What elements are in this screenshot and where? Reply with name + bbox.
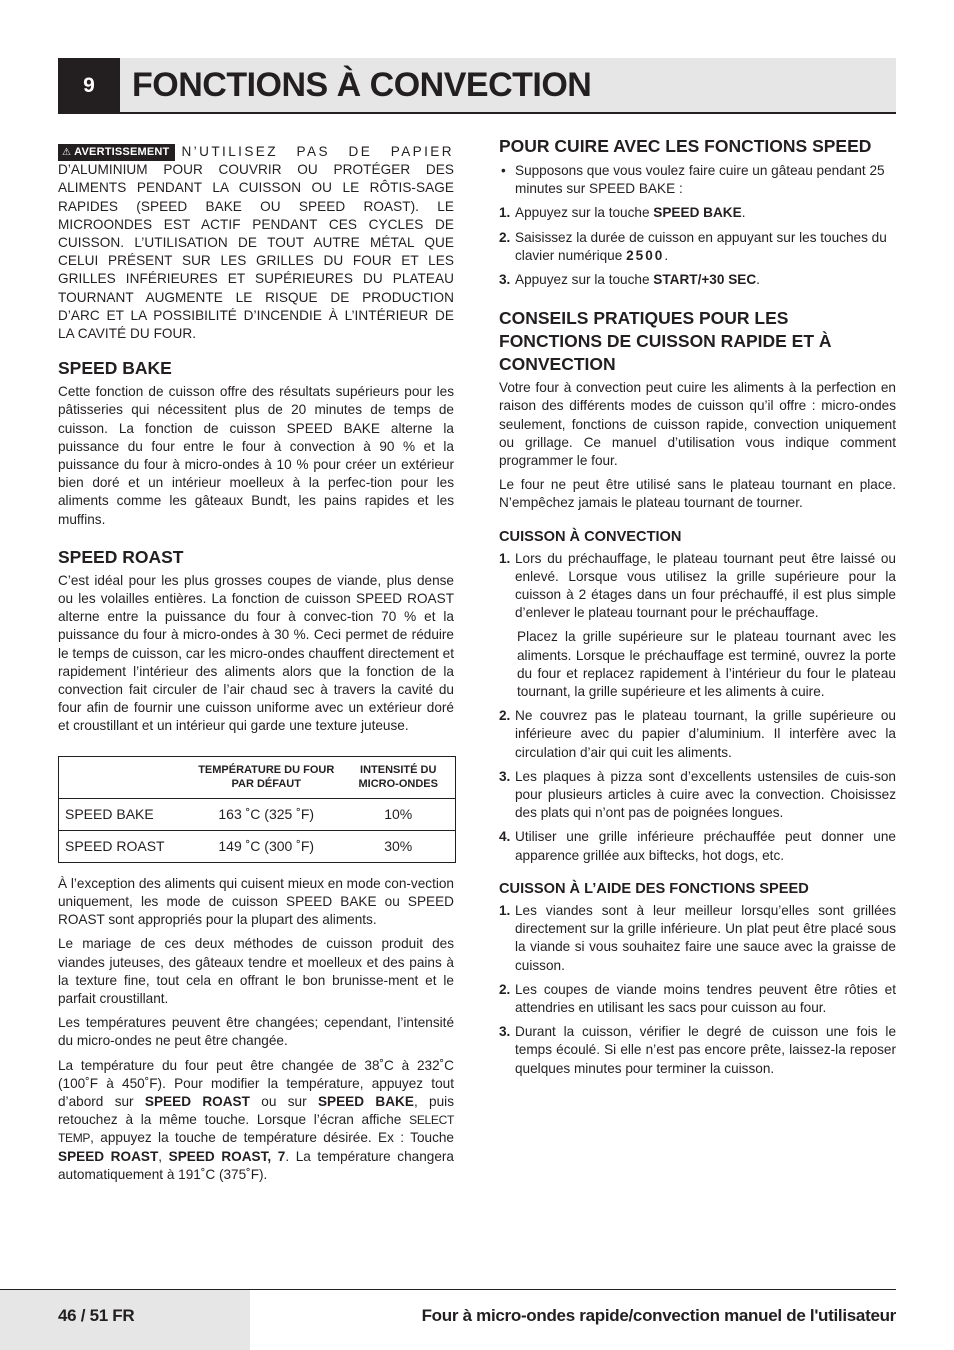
cuisson-speed-heading: CUISSON À L’AIDE DES FONCTIONS SPEED bbox=[499, 880, 809, 897]
table-cell-intensity: 10% bbox=[341, 798, 455, 830]
display-text: SELECT TEMP bbox=[58, 1113, 454, 1146]
conseils-paragraph: Votre four à convection peut cuire les aliments à la perfection en raison des différents modes de cuisson qu’il offre : micro-ondes seulement, fonctions de cuisson rapide, convection uniquement ou grillage. Ce manuel d’utilisation vous indique comment programmer le four. bbox=[499, 380, 896, 469]
footer-divider bbox=[0, 1289, 896, 1290]
speed-bake-heading: SPEED BAKE bbox=[58, 358, 172, 379]
list-item: 2. Ne couvrez pas le plateau tournant, la grille supérieure ou inférieure avec du papier d’aluminium. Il interfère avec la circulation d’air qui cuit les aliments. bbox=[499, 708, 896, 760]
table-cell-temperature: 163 ˚C (325 ˚F) bbox=[191, 798, 341, 830]
bullet-icon: • bbox=[501, 163, 506, 178]
cuisson-convection-heading: CUISSON À CONVECTION bbox=[499, 528, 682, 545]
speed-roast-text: C’est idéal pour les plus grosses coupes de viande, plus dense ou les volailles entières. La fonction de cuisson SPEED ROAST alterne entre la puissance du four à convec-tion 70 % et la puissance du four à micro-ondes à 30 %. Ceci permet de réduire le temps de cuisson, car les micro-ondes chauffent directement et rapidement l’intérieur des aliments alors que la fonction de la convection fait circuler de l’air chaud sec à travers la cavité du four afin de fournir une cuisson uniforme avec un extérieur doré et croustillant et un intérieur qui garde une texture juteuse. bbox=[58, 572, 454, 734]
list-item: 3. Appuyez sur la touche START/+30 SEC. bbox=[499, 272, 760, 288]
warning-badge bbox=[58, 144, 175, 161]
body-paragraph: Le mariage de ces deux méthodes de cuisson produit des viandes juteuses, des gâteaux tendre et moelleux et des pains à la texture fine, tout cela en offrant le bon brunisse-ment et le parfait croustillant. bbox=[58, 936, 454, 1006]
list-item: 2. Saisissez la durée de cuisson en appuyant sur les touches du clavier numérique 2500. bbox=[499, 229, 887, 263]
table-cell-intensity: 30% bbox=[341, 830, 455, 862]
header-divider bbox=[58, 112, 896, 114]
warning-triangle-icon: ⚠ bbox=[62, 147, 72, 158]
speed-settings-table bbox=[58, 756, 456, 863]
table-row bbox=[59, 798, 456, 830]
pour-cuire-heading: POUR CUIRE AVEC LES FONCTIONS SPEED bbox=[499, 136, 872, 156]
cuisson-convection-list-cont bbox=[499, 707, 896, 865]
table-header-blank bbox=[59, 756, 192, 798]
chapter-title: FONCTIONS À CONVECTION bbox=[132, 66, 592, 104]
cuisson-speed-list bbox=[499, 902, 896, 1078]
warning-text: D’ALUMINIUM POUR COUVRIR OU PROTÉGER DES ALIMENTS PENDANT LA CUISSON OU LE RÔTIS-SAGE RAPIDES (SPEED BAKE OU SPEED ROAST). LE MICROONDES EST ACTIF PENDANT CES CYCLES DE CUISSON. L’UTILISATION DE TOUT AUTRE MÉTAL QUE CELUI PRÉSENT SUR LES GRILLES DU FOUR ET LES GRILLES INFÉRIEURES ET SUPÉRIEURES DU PLATEAU TOURNANT AUGMENTE LE RISQUE DE PRODUCTION D’ARC ET LA POSSIBILITÉ D’INCENDIE À L’INTÉRIEUR DE LA CAVITÉ DU FOUR. bbox=[58, 162, 454, 342]
pour-cuire-list bbox=[499, 162, 896, 198]
list-item: 3. Les plaques à pizza sont d’excellents ustensiles de cuis-son pour plusieurs articles à cuire avec la convection. Choisissez des plats qui n’ont pas de poignées longues. bbox=[499, 768, 896, 821]
convection-sub-paragraph: Placez la grille supérieure sur le plateau tournant avec les aliments. Lorsque le préchauffage est terminé, ouvrez la porte du four et replacez rapidement à l’intérieur du four le plateau tournant, la grille supérieure et les aliments à cuire. bbox=[517, 629, 896, 700]
left-column bbox=[58, 140, 454, 1190]
pour-cuire-steps bbox=[499, 204, 896, 289]
table-header-row bbox=[59, 756, 456, 798]
list-item: 1. Les viandes sont à leur meilleur lorsqu’elles sont grillées directement sur la grille inférieure. Un plat peut être placé sous la viande si vous souhaitez faire une sauce avec la graisse de cuisson. bbox=[499, 902, 896, 973]
page-number: 46 / 51 FR bbox=[58, 1306, 135, 1325]
speed-bake-text: Cette fonction de cuisson offre des résultats supérieurs pour les pâtisseries qui nécessitent plus de 20 minutes de temps de cuisson. La fonction de cuisson SPEED BAKE alterne la puissance du four entre le four à convection à 90 % et la puissance du four à micro-ondes à 10 % pour créer un extérieur bien doré et un intérieur moelleux à la perfec-tion pour les aliments comme les gâteaux Bundt, les pains rapides et les muffins. bbox=[58, 384, 454, 527]
warning-badge-label: AVERTISSEMENT bbox=[74, 146, 170, 158]
conseils-paragraph: Le four ne peut être utilisé sans le plateau tournant en place. N’empêchez jamais le plateau tournant de tourner. bbox=[499, 477, 896, 511]
list-item: 4. Utiliser une grille inférieure préchauffée peut donner une apparence grillée aux biftecks, hot dogs, etc. bbox=[499, 829, 896, 863]
body-paragraph: Les températures peuvent être changées; cependant, l’intensité du micro-ondes ne peut être changée. bbox=[58, 1015, 454, 1049]
speed-roast-heading: SPEED ROAST bbox=[58, 546, 184, 567]
table-cell-mode: SPEED ROAST bbox=[59, 830, 192, 862]
right-column bbox=[499, 136, 896, 1084]
footer-title: Four à micro-ondes rapide/convection manuel de l'utilisateur bbox=[421, 1306, 896, 1325]
temperature-paragraph: La température du four peut être changée de 38˚C à 232˚C (100˚F à 450˚F). Pour modifier la température, appuyez tout d’abord sur SPEED ROAST ou sur SPEED BAKE, puis retouchez à la même touche. Lorsque l’écran affiche SELECT TEMP, appuyez la touche de température désirée. Ex : Touche SPEED ROAST, SPEED ROAST, 7. La température changera automatiquement à 191˚C (375˚F). bbox=[58, 1057, 454, 1182]
warning-paragraph bbox=[58, 143, 454, 343]
body-paragraph: À l’exception des aliments qui cuisent mieux en mode con-vection uniquement, les mode de cuisson SPEED BAKE ou SPEED ROAST sont appropriés pour la plupart des aliments. bbox=[58, 875, 454, 928]
cuisson-convection-list bbox=[499, 550, 896, 623]
list-item: 3. Durant la cuisson, vérifier le degré de cuisson une fois le temps écoulé. Si elle n’est pas encore prête, laissez-la reposer quelques minutes pour terminer la cuisson. bbox=[499, 1024, 896, 1076]
list-item: 1. Appuyez sur la touche SPEED BAKE. bbox=[499, 205, 746, 221]
list-item: • Supposons que vous voulez faire cuire un gâteau pendant 25 minutes sur SPEED BAKE : bbox=[501, 163, 885, 197]
table-cell-mode: SPEED BAKE bbox=[59, 798, 192, 830]
table-header-intensity: INTENSITÉ DU MICRO-ONDES bbox=[358, 763, 438, 790]
table-cell-temperature: 149 ˚C (300 ˚F) bbox=[191, 830, 341, 862]
conseils-heading: CONSEILS PRATIQUES POUR LES FONCTIONS DE CUISSON RAPIDE ET À CONVECTION bbox=[499, 308, 832, 375]
warning-lead: N’UTILISEZ PAS DE PAPIER bbox=[181, 144, 454, 159]
list-item: 1. Lors du préchauffage, le plateau tournant peut être laissé ou enlevé. Lorsque vous utilisez la grille supérieure pour la cuisson à 2 étages dans un four préchauffé, il est plus simple d’enlever le plateau tournant pour le préchauffage. bbox=[499, 550, 896, 621]
table-row bbox=[59, 830, 456, 862]
list-item: 2. Les coupes de viande moins tendres peuvent être rôties et attendries en utilisant les sacs pour cuisson au four. bbox=[499, 981, 896, 1015]
chapter-number: 9 bbox=[58, 58, 120, 113]
table-header-temperature: TEMPÉRATURE DU FOUR PAR DÉFAUT bbox=[198, 763, 335, 790]
